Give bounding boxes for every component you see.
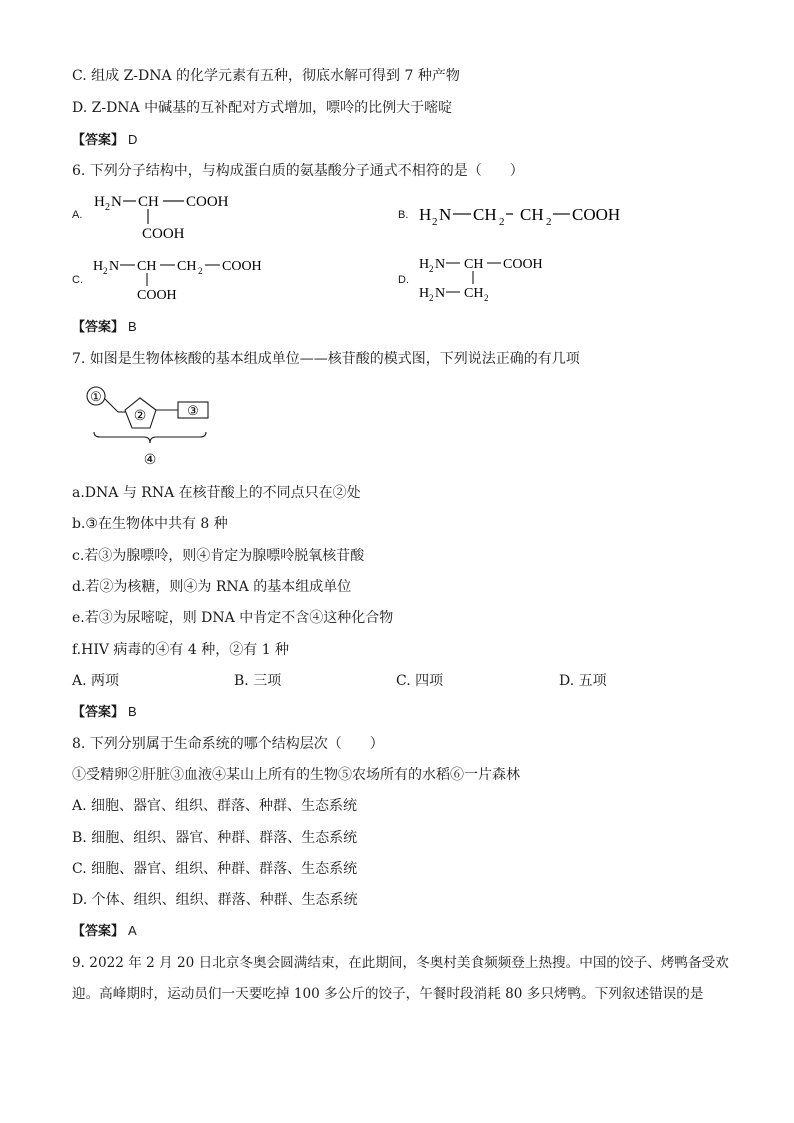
svg-text:COOH: COOH [222,259,262,274]
q6-formula-c [90,254,280,306]
svg-text:COOH: COOH [572,205,621,224]
diagram-label-1: ① [90,389,102,404]
q6-answer [72,318,137,337]
svg-text:COOH: COOH [137,288,177,303]
q7-statement-e: e.若③为尿嘧啶，则 DNA 中肯定不含④这种化合物 [72,610,394,626]
q7-choice-d: D. 五项 [559,673,607,689]
q7-statement-d: d.若②为核糖，则④为 RNA 的基本组成单位 [72,579,352,595]
q7-statement-a: a.DNA 与 RNA 在核苷酸上的不同点只在②处 [72,485,361,501]
svg-text:N: N [435,257,446,272]
answer-label: 【答案】 [72,924,125,939]
svg-text:CH: CH [473,205,497,224]
answer-value: D [128,132,138,147]
q7-statement-f: f.HIV 病毒的④有 4 种，②有 1 种 [72,642,290,658]
q6-option-c-label: C. [72,274,83,286]
q6-formula-d [415,252,575,306]
q5-option-c: C. 组成 Z-DNA 的化学元素有五种，彻底水解可得到 7 种产物 [72,68,460,84]
q6-option-d-label: D. [398,274,409,286]
q7-choice-c: C. 四项 [396,673,444,689]
svg-text:CH: CH [464,257,484,272]
answer-value: B [128,319,137,334]
svg-text:CH: CH [137,259,157,274]
svg-text:H: H [419,286,430,301]
svg-text:N: N [439,205,452,224]
nucleotide-diagram [80,382,220,472]
q8-option-a: A. 细胞、器官、组织、群落、种群、生态系统 [72,798,358,814]
svg-text:N: N [111,194,122,210]
q8-option-c: C. 细胞、器官、组织、种群、群落、生态系统 [72,861,358,877]
svg-text:H: H [419,257,430,272]
diagram-label-4: ④ [143,453,157,468]
svg-text:2: 2 [484,293,489,303]
q6-stem: 6. 下列分子结构中，与构成蛋白质的氨基酸分子通式不相符的是（ ） [72,163,524,179]
svg-text:CH: CH [177,259,197,274]
q7-statement-b: b.③在生物体中共有 8 种 [72,516,228,532]
svg-text:COOH: COOH [186,194,229,210]
q7-choice-b: B. 三项 [234,673,282,689]
answer-value: A [128,923,137,938]
diagram-label-2: ② [133,409,147,424]
answer-value: B [128,704,137,719]
answer-label: 【答案】 [72,705,125,720]
q6-formula-a [90,188,250,246]
svg-text:2: 2 [105,202,110,213]
svg-text:2: 2 [198,266,203,276]
q8-option-d: D. 个体、组织、组织、群落、种群、生态系统 [72,892,358,908]
q5-option-d: D. Z-DNA 中碱基的互补配对方式增加，嘌呤的比例大于嘧啶 [72,100,453,116]
q8-items: ①受精卵②肝脏③血液④某山上所有的生物⑤农场所有的水稻⑥一片森林 [72,767,520,783]
q8-option-b: B. 细胞、组织、器官、种群、群落、生态系统 [72,830,358,846]
q6-formula-b [415,200,635,230]
q7-statement-c: c.若③为腺嘌呤，则④肯定为腺嘌呤脱氧核苷酸 [72,548,365,564]
svg-text:2: 2 [499,216,505,228]
svg-text:N: N [435,286,446,301]
svg-text:N: N [109,259,120,274]
q7-choice-a: A. 两项 [72,673,120,689]
q9-stem-line2: 迎。高峰期时，运动员们一天要吃掉 100 多公斤的饺子，午餐时段消耗 80 多只烤鸭。下列叙述错误的是 [72,986,704,1002]
svg-text:CH: CH [464,286,484,301]
svg-text:CH: CH [138,194,159,210]
svg-text:H: H [93,259,104,274]
q7-answer [72,703,137,722]
diagram-label-3: ③ [187,403,199,418]
q6-option-b-label: B. [398,209,409,221]
q8-stem: 8. 下列分别属于生命系统的哪个结构层次（ ） [72,736,384,752]
svg-text:COOH: COOH [503,257,543,272]
q5-answer [72,131,137,150]
svg-text:CH: CH [520,205,544,224]
svg-text:2: 2 [103,266,108,276]
svg-text:2: 2 [429,293,434,303]
q8-answer [72,922,137,941]
q9-stem-line1: 9. 2022 年 2 月 20 日北京冬奥会圆满结束，在此期间，冬奥村美食频频登上热搜。中国的饺子、烤鸭备受欢 [72,955,729,971]
q6-option-a-label: A. [72,209,83,221]
answer-label: 【答案】 [72,320,125,335]
svg-text:2: 2 [429,264,434,274]
svg-text:H: H [94,194,105,210]
q7-stem: 7. 如图是生物体核酸的基本组成单位——核苷酸的模式图，下列说法正确的有几项 [72,351,580,367]
svg-text:COOH: COOH [142,226,185,242]
svg-text:2: 2 [546,216,552,228]
answer-label: 【答案】 [72,133,125,148]
svg-text:2: 2 [432,216,438,228]
svg-text:H: H [419,205,432,224]
